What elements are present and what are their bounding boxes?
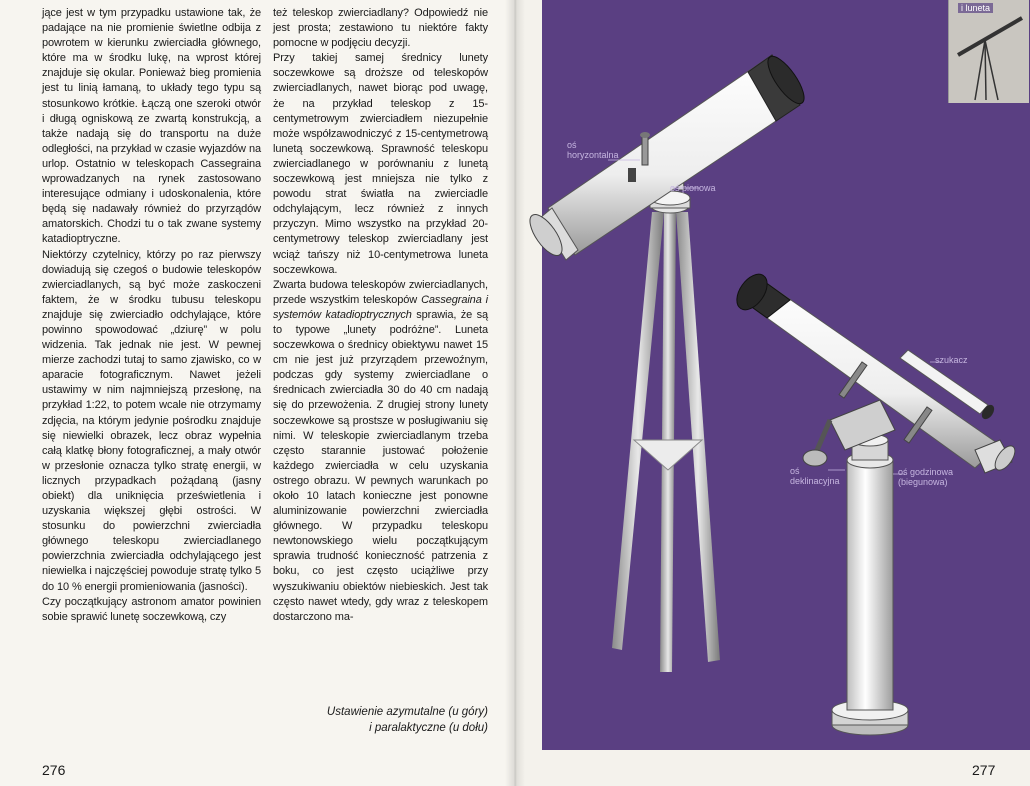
label-line: oś godzinowa <box>898 467 954 477</box>
thumbnail-label: i luneta <box>958 3 993 13</box>
paragraph: Przy takiej samej średnicy lunety soczewkowe są droższe od teleskopów zwierciadlanych, nawet biorąc pod uwagę, że na przykład teleskop z 15-centymetrowym zwierciadłem niezupełnie może współzawodniczyć z 15-centymetrową lunetą soczewkową. Sprawność teleskopu zwierciadlanego w porównaniu z lunetą soczewkową jest mniejsza nie tylko z powodu strat światła na zwierciadle odchylającym, lecz również z innych przyczyn. Mimo wszystko na przykład 20-centymetrowy teleskop zwierciadlany jest wciąż tańszy niż 10-centymetrowa luneta soczewkowa. <box>273 52 488 276</box>
caption-line: i paralaktyczne (u dołu) <box>369 722 488 734</box>
caption-line: Ustawienie azymutalne (u góry) <box>326 706 488 718</box>
paragraph: Czy początkujący astronom amator powinien sobie sprawić lunetę soczewkową, czy <box>42 595 261 623</box>
paragraph-text: sprawia, że są to typowe „lunety podróżne”. Luneta soczewkowa o średnicy obiektywu nawet 15 cm nie jest już przyrządem przewoźnym, podczas gdy systemy zwierciadlane o średnicach zwierciadła 30 do 40 cm nadają się do przewożenia. Z drugiej strony lunety soczewkowe są prostsze w posługiwaniu się nimi. W teleskopie zwierciadlanym trzeba często starannie justować położenie każdego zwierciadła w celu uzyskania ostrego obrazu. W pewnych warunkach po około 10 latach konieczne jest ponowne aluminizowanie powierzchni zwierciadła głównego. W przypadku teleskopu newtonowskiego wielu początkującym sprawia trudność konieczność patrzenia z boku, co jest często uciążliwe przy wyszukiwaniu obiektów niebieskich. Jest tak często nawet wtedy, gdy wraz z teleskopem dostarczono ma- <box>273 308 488 623</box>
paragraph: Niektórzy czytelnicy, którzy po raz pierwszy dowiadują się czegoś o budowie teleskopów zwierciadlanych, są być może zaskoczeni faktem, że w środku tubusu teleskopu znajduje się zwierciadło odchylające, które powinno spowodować „dziurę” w polu widzenia. Tak jednak nie jest. W pewnej mierze zachodzi tutaj to samo zjawisko, co w aparacie fotograficznym. Nawet jeżeli ustawimy w nim najmniejszą przesłonę, na przykład 1:22, to potem wcale nie otrzymamy zdjęcia, na którym jedynie pośrodku znajduje się niewielki obrazek, lecz obraz wypełnia całą klatkę błony fotograficznej, a mały otwór w przesłonie oznacza tylko stratę energii, w licznych przypadkach pożądaną (jasny obiekt) dla uniknięcia prześwietlenia i uzyskania większej głębi ostrości. W stosunku do powierzchni zwierciadła głównego teleskopu zwierciadlanego powierzchnia zwierciadła odchylającego jest niewielka i najczęściej powoduje stratę tylko 5 do 10 % energii promieniowania (jasności). <box>42 248 261 593</box>
label-vertical-axis: oś pionowa <box>670 183 716 193</box>
label-line: oś <box>567 140 577 150</box>
label-line: horyzontalna <box>567 150 619 160</box>
label-line: deklinacyjna <box>790 476 840 486</box>
italic-term: Cassegraina i systemów katadioptrycznych <box>273 293 488 321</box>
page-number-left: 276 <box>42 762 66 778</box>
paragraph: jące jest w tym przypadku ustawione tak, że padające na nie promienie świetlne odbija z powrotem w kierunku zwierciadła głównego, które ma w środku lukę, na wprost której znajduje się okular. Ponieważ bieg promienia jest tu linią łamaną, to układy tego typu są stosunkowo krótkie. Łączą one szeroki otwór i długą ogniskową ze zwartą konstrukcją, a także nadają się do transportu na duże odległości, na przykład w czasie wyjazdów na urlop. Ostatnio w teleskopach Cassegraina wprowadzanych na rynek zastosowano interesujące odmiany i udoskonalenia, które będą się nadawały również do przyrządów amatorskich. Chodzi tu o tak zwane systemy katadioptryczne. <box>42 7 261 246</box>
label-finder: szukacz <box>935 355 968 365</box>
label-line: oś <box>790 466 800 476</box>
page-number-right: 277 <box>972 762 996 778</box>
paragraph: też teleskop zwierciadlany? Odpowiedź nie jest prosta; zestawiono tu niektóre fakty pomocne w podjęciu decyzji. <box>273 7 488 50</box>
label-line: (biegunowa) <box>898 477 948 487</box>
paragraph-text: Zwarta budowa teleskopów zwierciadlanych, przede wszystkim teleskopów <box>273 278 488 306</box>
